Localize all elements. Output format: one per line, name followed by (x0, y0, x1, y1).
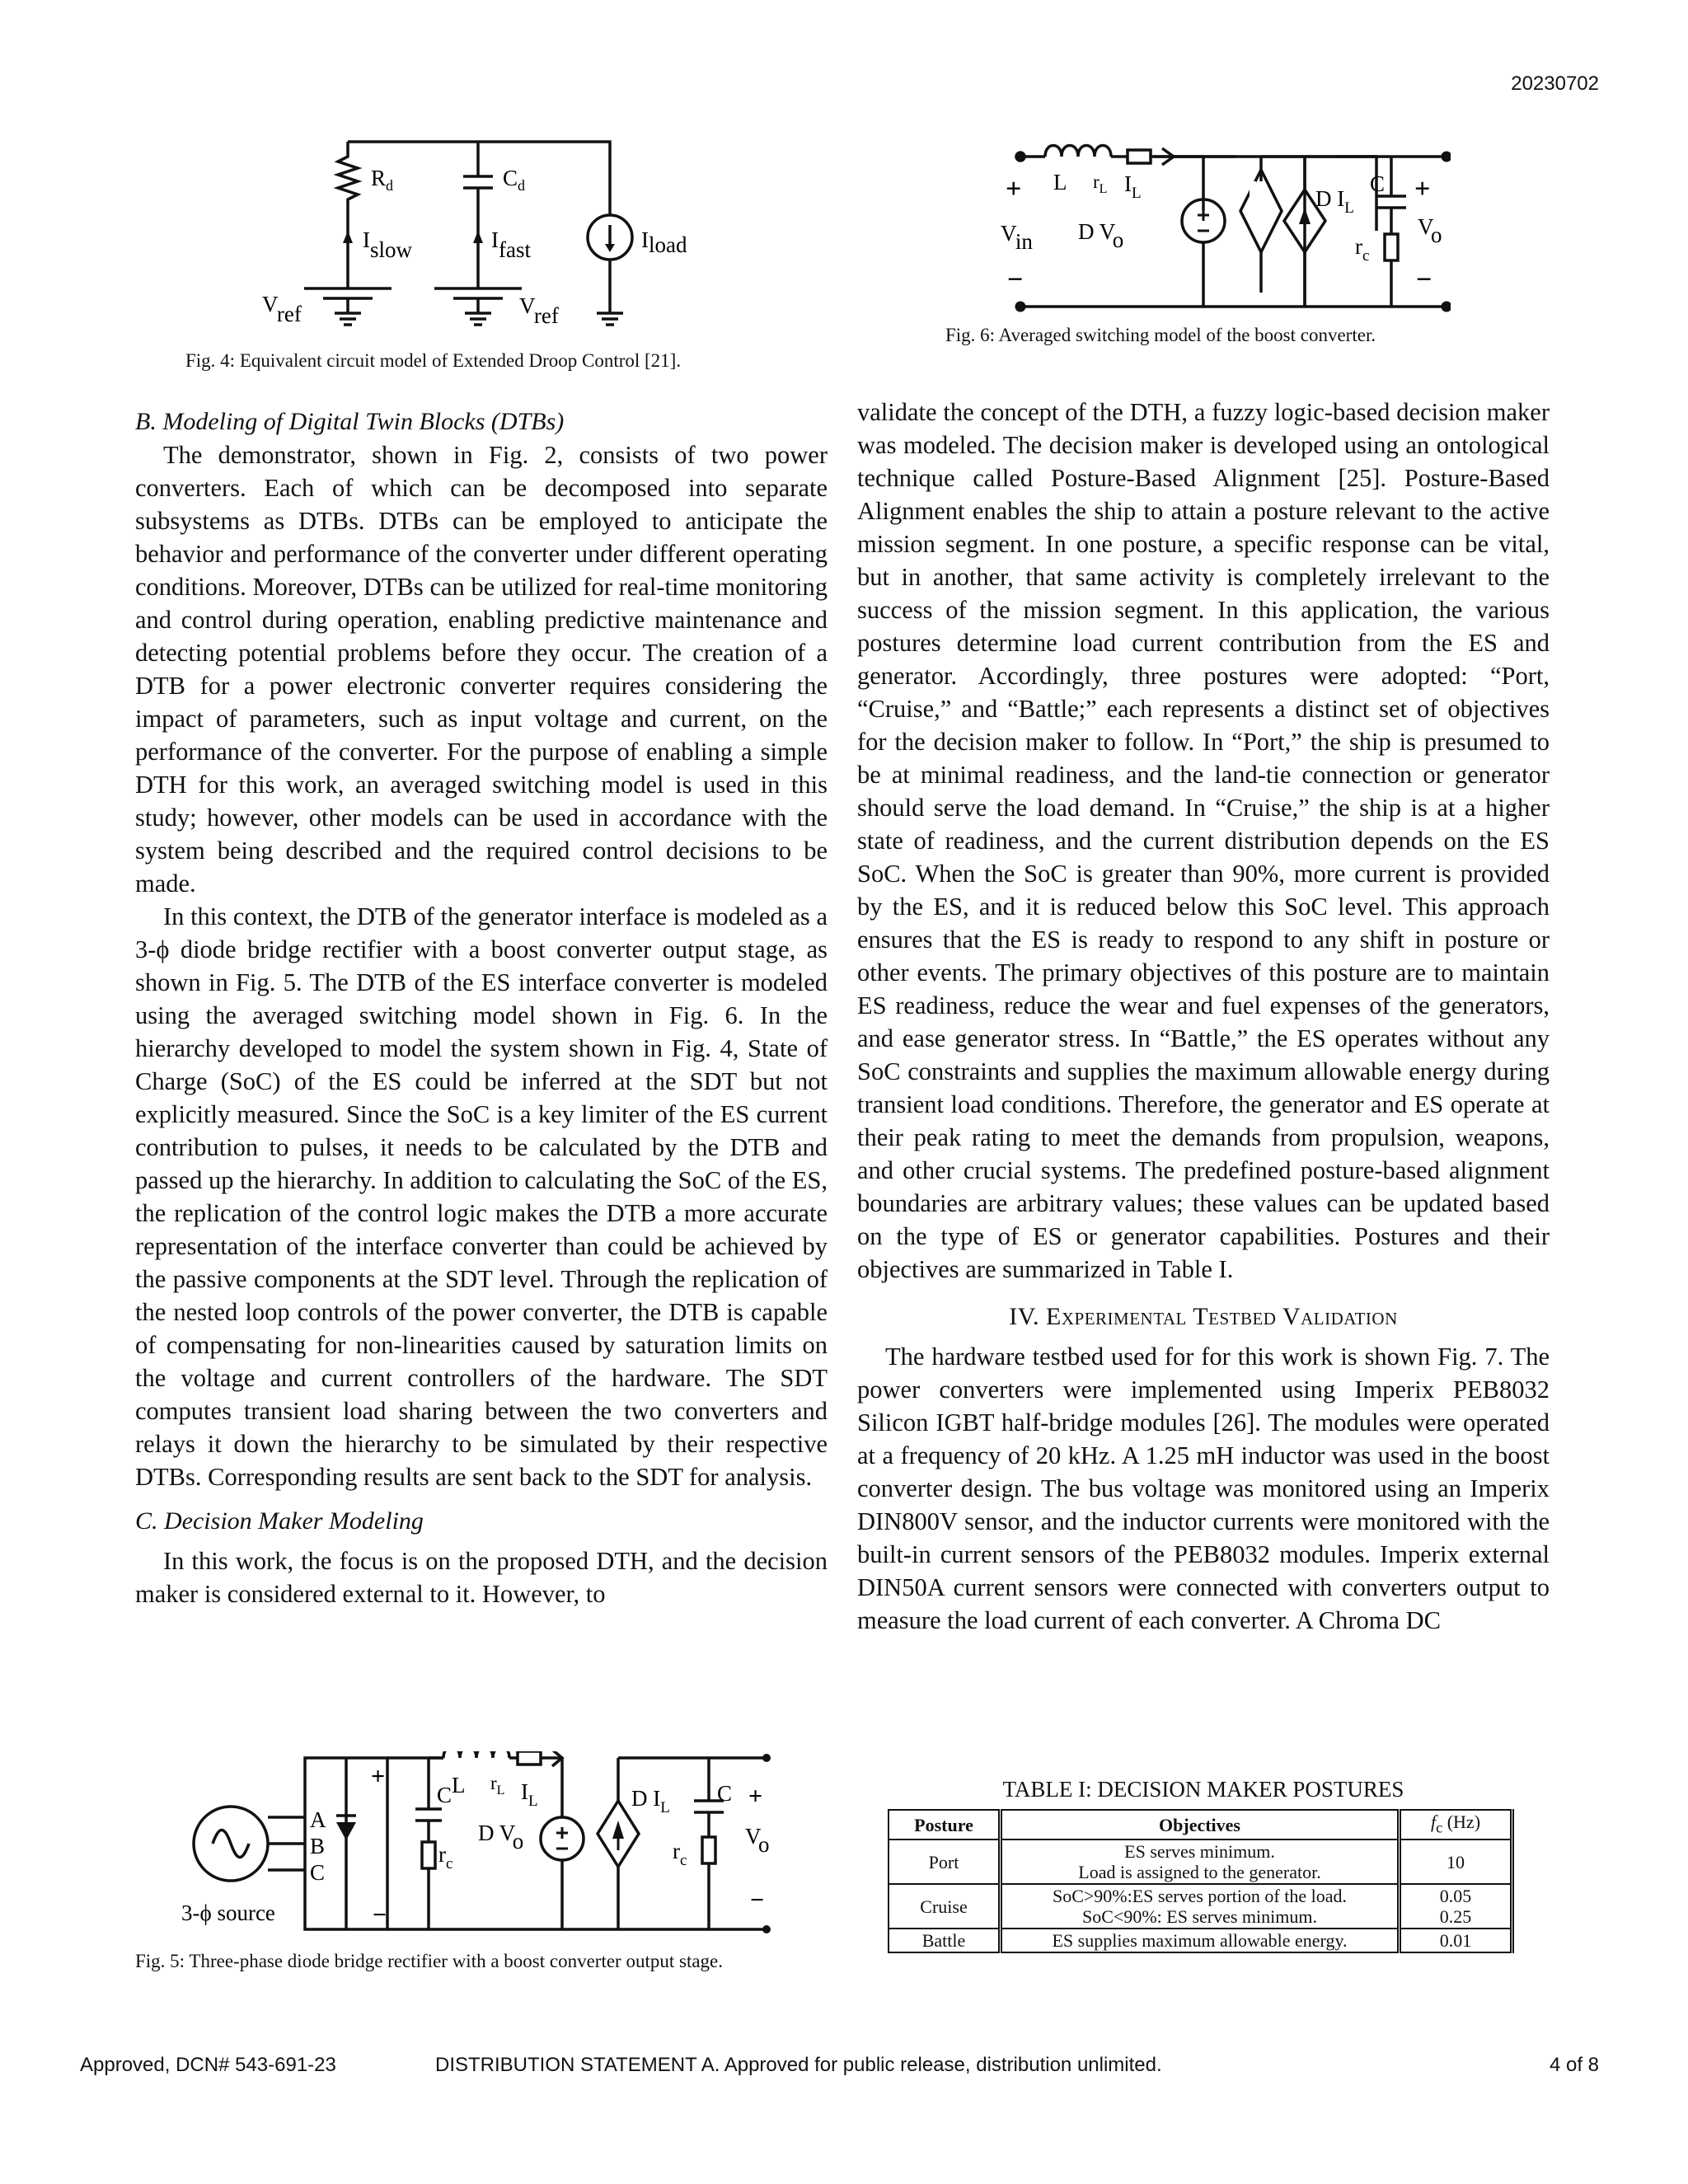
fig5-minus-out: − (750, 1886, 765, 1914)
header-posture: Posture (889, 1810, 1001, 1840)
header-objectives: Objectives (1001, 1810, 1400, 1840)
fig4-iload-label: Iload (641, 227, 687, 257)
fig6-caption: Fig. 6: Averaged switching model of the boost converter. (945, 325, 1376, 345)
objectives-cell: ES supplies maximum allowable energy. (1001, 1929, 1400, 1952)
fig4-circuit (247, 132, 725, 346)
document-id: 20230702 (1511, 73, 1599, 95)
table-header-row (889, 1810, 1512, 1840)
fig6-plus-out: + (1414, 174, 1431, 204)
fig6-c-label: C (1370, 171, 1386, 196)
fc-cell: 0.05 0.25 (1400, 1884, 1512, 1929)
fig5-vo-label: Vo (745, 1824, 770, 1857)
fig6-dvo-label: D Vo (1078, 219, 1124, 252)
fig4-ifast-label: Ifast (491, 227, 531, 262)
fig5-phase-c: C (310, 1860, 326, 1885)
fig4-islow-label: Islow (363, 227, 413, 262)
posture-cell: Port (889, 1840, 1001, 1884)
fig5-c1-label: C (437, 1783, 452, 1807)
footer-distribution: DISTRIBUTION STATEMENT A. Approved for public release, distribution unlimited. (435, 2054, 1162, 2076)
right-paragraph-1: validate the concept of the DTH, a fuzzy logic-based decision maker was modeled. The decision maker is developed using an ontological technique called Posture-Based Alignment [25]. Posture-Based Alignment enables the ship to attain a posture relevant to the active mission segment. In one posture, a specific response can be vital, but in another, that same activity is completely irrelevant to the success of the mission segment. In this application, the various postures determine load current contribution from the ES and generator. Accordingly, three postures were adopted: “Port, “Cruise,” and “Battle;” each represents a distinct set of objectives for the decision maker to follow. In “Port,” the ship is presumed to be at minimal readiness, and the land-tie connection or generator should serve the load demand. In “Cruise,” the ship is at a higher state of readiness, and the current distribution depends on the ES SoC. When the SoC is greater than 90%, more current is provided by the ES, and it is reduced below this SoC level. This approach ensures that the ES is ready to respond to any shift in posture or other events. The primary objectives of this posture are to maintain ES readiness, reduce the wear and fuel expenses of the generators, and ease generator stress. In “Battle,” the ES operates without any SoC constraints and supplies the maximum allowable energy during transient load conditions. Therefore, the generator and ES operate at their peak rating to meet the demands from propulsion, weapons, and other crucial systems. The predefined posture-based alignment boundaries are arbitrary values; these values can be updated based on the type of ES or generator capabilities. Postures and their objectives are summarized in Table I. (857, 398, 1550, 1283)
fig5-dil-label: D $I_L$ (631, 1786, 670, 1816)
fig6-vin-label: Vin (1001, 221, 1033, 254)
left-paragraph-3: In this work, the focus is on the proposed DTH, and the decision maker is considered external to it. However, to (135, 1547, 828, 1608)
fc-cell: 0.01 (1400, 1929, 1512, 1952)
footer-approval: Approved, DCN# 543-691-23 (80, 2054, 336, 2076)
header-fc: $f_c$ (Hz) (1400, 1810, 1512, 1840)
fig4-vref1-label: Vref (262, 292, 302, 326)
fig4-vref2-label: Vref (519, 293, 559, 328)
left-paragraph-2: In this context, the DTB of the generator interface is modeled as a 3-ϕ diode bridge rectifier with a boost converter output stage, as shown in Fig. 5. The DTB of the ES interface converter is modeled using the averaged switching model shown in Fig. 6. In the hierarchy developed to model the system shown in Fig. 4, State of Charge (SoC) of the ES could be inferred at the SDT but not explicitly measured. Since the SoC is a key limiter of the ES current contribution to pulses, it needs to be calculated by the DTB and passed up the hierarchy. In addition to calculating the SoC of the ES, the replication of the control logic makes the DTB a more accurate representation of the interface converter than could be achieved by the passive components at the SDT level. Through the replication of the nested loop controls of the power converter, the DTB is capable of compensating for non-linearities caused by saturation limits on the voltage and current controllers of the hardware. The SDT computes transient load sharing between the two converters and relays it down the hierarchy to be simulated by their respective DTBs. Corresponding results are sent back to the SDT for analysis. (135, 902, 828, 1491)
table-row (889, 1840, 1512, 1884)
fig5-il-label: $I_L$ (521, 1779, 538, 1810)
left-paragraph-1: The demonstrator, shown in Fig. 2, consists of two power converters. Each of which can be decomposed into separate subsystems as DTBs. DTBs can be employed to anticipate the behavior and performance of the converter under different operating conditions. Moreover, DTBs can be utilized for real-time monitoring and control during operation, enabling predictive maintenance and detecting potential problems before they occur. The creation of a DTB for a power electronic converter requires considering the impact of parameters, such as input voltage and current, on the performance of the converter. For the purpose of enabling a simple DTH for this work, an averaged switching model is used in this study; however, other models can be used in accordance with the system being described and the required control decisions to be made. (135, 441, 828, 898)
decision-maker-table (888, 1809, 1514, 1953)
section-iv-title: IV. Experimental Testbed Validation (1009, 1303, 1398, 1330)
posture-cell: Cruise (889, 1884, 1001, 1929)
fig5-plus-out: + (748, 1783, 763, 1810)
fig5-phase-a: A (310, 1807, 326, 1832)
fig6-il-label: $I_L$ (1124, 171, 1142, 202)
fig5-circuit (181, 1751, 791, 1937)
objectives-cell: SoC>90%:ES serves portion of the load. SoC<90%: ES serves minimum. (1001, 1884, 1400, 1929)
fig5-l-label: L (452, 1773, 466, 1797)
fc-cell: 10 (1400, 1840, 1512, 1884)
fig5-dvo-label: D Vo (478, 1821, 524, 1854)
posture-cell: Battle (889, 1929, 1001, 1952)
footer-page-number: 4 of 8 (1549, 2054, 1599, 2076)
section-c-title: C. Decision Maker Modeling (135, 1507, 424, 1535)
fig5-phase-b: B (310, 1834, 326, 1858)
objectives-cell: ES serves minimum. Load is assigned to the generator. (1001, 1840, 1400, 1884)
fig5-rc1-label: $r_c$ (438, 1842, 453, 1872)
fig5-source-label: 3-ϕ source (181, 1900, 275, 1925)
fig6-minus-in: − (1007, 265, 1024, 295)
table-row (889, 1884, 1512, 1929)
fig5-rc2-label: $r_c$ (673, 1839, 687, 1869)
fig6-dil-label: D $I_L$ (1315, 186, 1354, 217)
fig5-minus-bridge: − (373, 1901, 387, 1929)
table-row (889, 1929, 1512, 1952)
fig6-minus-out: − (1416, 265, 1432, 295)
fig6-vo-label: Vo (1418, 214, 1442, 247)
right-column (857, 396, 1550, 1637)
right-paragraph-2: The hardware testbed used for for this work is shown Fig. 7. The power converters were implemented using Imperix PEB8032 Silicon IGBT half-bridge modules [26]. The modules were operated at a frequency of 20 kHz. A 1.25 mH inductor was used in the boost converter design. The bus voltage was monitored using an Imperix DIN800V sensor, and the inductor currents were monitored with the built-in current sensors of the PEB8032 modules. Imperix external DIN50A current sensors were connected with converters output to measure the load current of each converter. A Chroma DC (857, 1343, 1550, 1634)
left-column (135, 405, 828, 1610)
fig4-rd-label: $R_d$ (371, 166, 394, 194)
fig6-circuit (989, 132, 1451, 321)
fig5-caption: Fig. 5: Three-phase diode bridge rectifier with a boost converter output stage. (135, 1951, 723, 1971)
fig6-l-label: L (1053, 170, 1067, 194)
fig5-rl-label: $r_L$ (490, 1773, 505, 1797)
section-b-title: B. Modeling of Digital Twin Blocks (DTBs) (135, 408, 565, 435)
fig5-plus-bridge: + (371, 1763, 386, 1790)
fig6-plus-in: + (1006, 174, 1022, 204)
fig6-rl-label: $r_L$ (1093, 171, 1108, 196)
fig6-rc-label: $r_c$ (1355, 234, 1370, 265)
fig5-c2-label: C (717, 1781, 733, 1806)
fig4-caption: Fig. 4: Equivalent circuit model of Extended Droop Control [21]. (185, 350, 682, 371)
table1-caption: TABLE I: DECISION MAKER POSTURES (1002, 1777, 1404, 1802)
fig4-cd-label: $C_d$ (503, 166, 526, 194)
